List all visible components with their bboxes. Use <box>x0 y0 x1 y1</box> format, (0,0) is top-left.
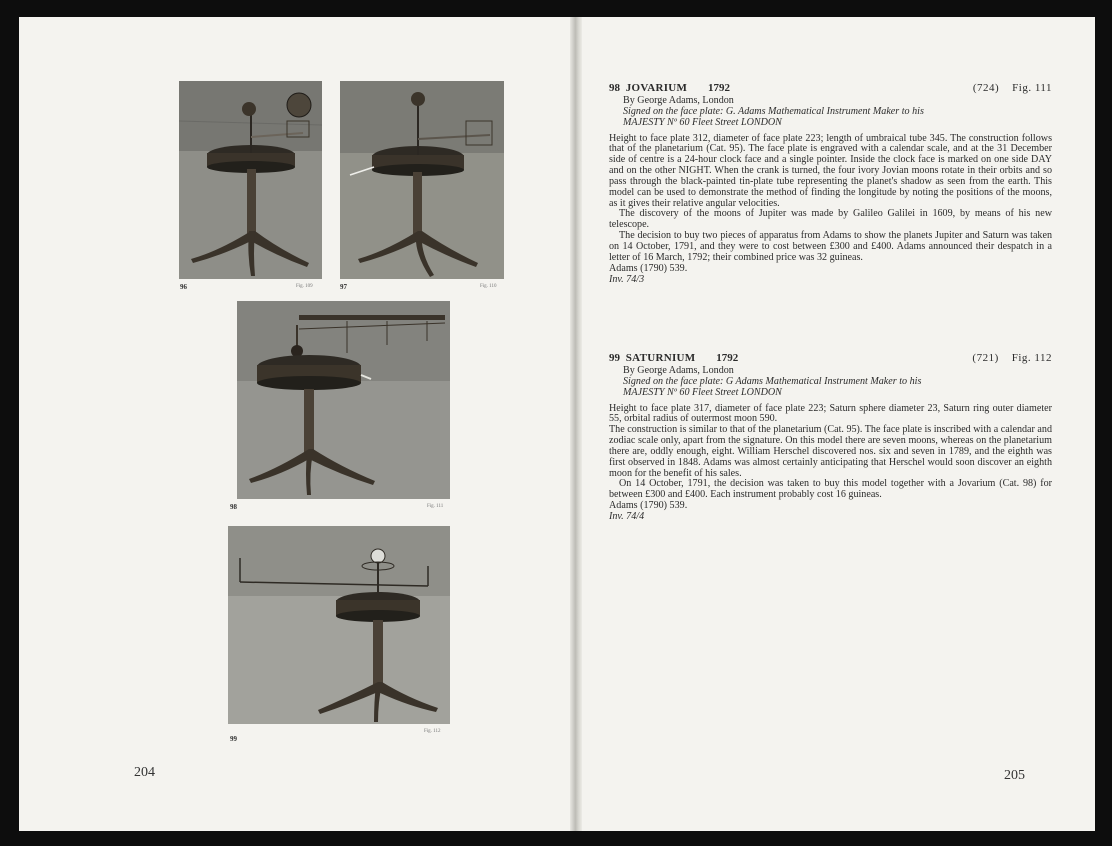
entry-header <box>609 353 1052 366</box>
entry-inventory: Inv. 74/4 <box>609 510 645 522</box>
fig-label-112: Fig. 112 <box>424 729 441 734</box>
catalogue-entry-99 <box>609 353 1052 523</box>
entry-title: SATURNIUM <box>625 352 696 364</box>
entry-paragraph: On 14 October, 1791, the decision was taken to buy this model together with a Jovarium (Cat. 98) for between £300 and £400. Each instrument probably cost 16 guineas. <box>609 478 1052 501</box>
page-number-left: 204 <box>134 765 155 780</box>
photo-fig-112 <box>228 526 450 724</box>
entry-reference: (721) Fig. 112 <box>972 352 1052 364</box>
catalogue-entry-98 <box>609 83 1052 285</box>
entry-signature: Signed on the face plate: G. Adams Mathematical Instrument Maker to his <box>623 105 924 117</box>
entry-year: 1792 <box>707 82 730 94</box>
entry-header <box>609 83 1052 96</box>
entry-source: Adams (1790) 539. <box>609 262 688 274</box>
entry-signature-line-2: MAJESTY Nº 60 Fleet Street LONDON <box>623 386 782 398</box>
fig-label-111: Fig. 111 <box>427 504 444 509</box>
entry-reference: (724) Fig. 111 <box>972 82 1052 94</box>
entry-signature-line-2: MAJESTY Nº 60 Fleet Street LONDON <box>623 116 782 128</box>
page-number-right: 205 <box>1004 768 1025 783</box>
entry-maker: By George Adams, London <box>623 365 734 376</box>
entry-number: 99 <box>609 352 620 364</box>
fig-label-110: Fig. 110 <box>480 284 497 289</box>
photo-fig-110 <box>340 81 504 279</box>
fig-label-109: Fig. 109 <box>296 284 313 289</box>
entry-source: Adams (1790) 539. <box>609 500 688 512</box>
book-gutter <box>570 17 582 831</box>
caption-98: 98 <box>230 503 237 511</box>
caption-96: 96 <box>180 283 187 291</box>
entry-paragraph: The discovery of the moons of Jupiter was made by Galileo Galilei in 1609, by means of his new telescope. <box>609 208 1052 231</box>
entry-signature: Signed on the face plate: G Adams Mathematical Instrument Maker to his <box>623 375 922 387</box>
entry-number: 98 <box>609 82 620 94</box>
entry-year: 1792 <box>716 352 739 364</box>
caption-97: 97 <box>340 283 347 291</box>
entry-title: JOVARIUM <box>625 82 688 94</box>
caption-99: 99 <box>230 735 237 743</box>
photo-fig-111 <box>237 301 450 499</box>
entry-paragraph: The decision to buy two pieces of apparatus from Adams to show the planets Jupiter and Saturn was taken on 14 October, 1791, and they were to cost between £300 and £400. Adams announced their despatch in a letter of 16 March, 1792; their combined price was 32 guineas. <box>609 230 1052 263</box>
entry-paragraph: Height to face plate 312, diameter of face plate 223; length of umbraical tube 345. The construction follows that of the planetarium (Cat. 95). The face plate is engraved with a calendar scale, and at the 31 December side of centre is a 24-hour clock face and a single pointer. Inside the clock face is marked on one side DAY and on the other NIGHT. When the crank is turned, the four ivory Jovian moons rotate in their orbits and so pass through the black-painted tin-plate tube representing the planet's shadow as seen from the earth. This model can be used to demonstrate the method of finding the longitude by noting the positions of the moons, as it gives their relative angular velocities. <box>609 132 1052 209</box>
photo-fig-109 <box>179 81 322 279</box>
entry-paragraph: The construction is similar to that of the planetarium (Cat. 95). The face plate is inscribed with a calendar and zodiac scale only, apart from the signature. On this model there are seven moons, whereas on the planetarium there are, oddly enough, eight. William Herschel discovered nos. six and seven in 1789, and the eighth was first observed in 1848. Adams was almost certainly anticipating that Herschel would soon discover an eighth moon for the benefit of his sales. <box>609 424 1052 479</box>
entry-inventory: Inv. 74/3 <box>609 273 645 285</box>
entry-maker: By George Adams, London <box>623 95 734 106</box>
entry-paragraph: Height to face plate 317, diameter of face plate 223; Saturn sphere diameter 23, Saturn ring outer diameter 55, orbital radius of outermost moon 590. <box>609 402 1052 425</box>
